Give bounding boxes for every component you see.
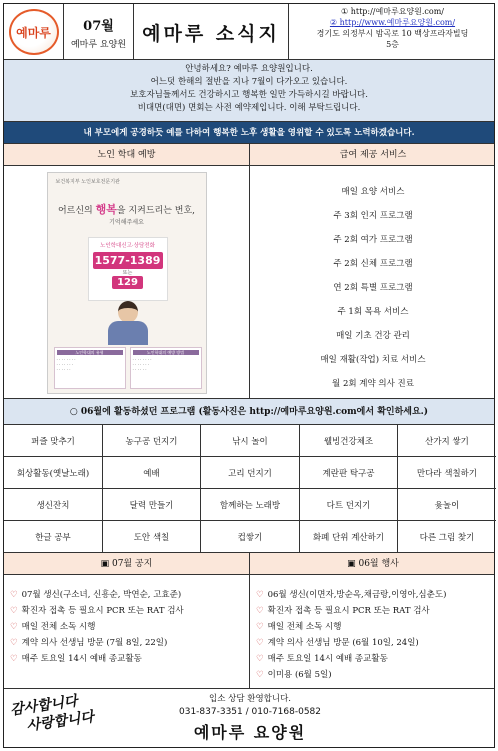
program-title: ○ 06월에 활동하셨던 프로그램 (활동사진은 http://예마루요양원.com에서 확인하세요.) bbox=[4, 399, 494, 425]
july-notice-list bbox=[4, 575, 250, 689]
program-cell: 만다라 색칠하기 bbox=[398, 457, 496, 489]
greeting-section bbox=[4, 60, 494, 122]
heart-icon: ♡ bbox=[10, 638, 18, 648]
poster-board bbox=[88, 237, 168, 301]
program-cell: 화폐 단위 계산하기 bbox=[300, 521, 398, 553]
list-item bbox=[256, 603, 496, 619]
heart-icon: ♡ bbox=[256, 670, 264, 680]
service-item: 매일 재활(작업) 치료 서비스 bbox=[320, 355, 426, 365]
month-block bbox=[64, 4, 134, 60]
program-cell: 생신잔치 bbox=[4, 489, 103, 521]
service-item: 주 3회 인지 프로그램 bbox=[333, 211, 413, 221]
phone-numbers: 031-837-3351 / 010-7168-0582 bbox=[179, 707, 321, 717]
person-body bbox=[108, 321, 148, 345]
footer bbox=[4, 689, 494, 747]
person-head bbox=[118, 301, 138, 323]
program-cell: 예배 bbox=[103, 457, 201, 489]
website-link-2[interactable]: ② http://www.예마루요양원.com/ bbox=[329, 18, 456, 27]
list-item bbox=[10, 603, 249, 619]
list-item bbox=[10, 587, 249, 603]
newsletter-page bbox=[3, 3, 495, 748]
program-cell: 한글 공부 bbox=[4, 521, 103, 553]
poster-headline-highlight: 행복 bbox=[95, 202, 117, 216]
footer-org-name: 예마루 요양원 bbox=[193, 723, 307, 742]
june-events-list bbox=[250, 575, 496, 689]
contact-info bbox=[289, 4, 496, 60]
poster-box-title: 노인학대의 유형 bbox=[57, 350, 123, 355]
person-illustration bbox=[104, 301, 152, 345]
program-cell: 회상활동(옛날노래) bbox=[4, 457, 103, 489]
program-cell: 낚시 놀이 bbox=[201, 425, 300, 457]
list-item bbox=[256, 651, 496, 667]
or-label: 또는 bbox=[122, 269, 133, 276]
hotline-number: 1577-1389 bbox=[93, 252, 163, 269]
poster-cell bbox=[4, 166, 250, 399]
month-label: 07월 bbox=[83, 19, 114, 34]
service-item: 매일 요양 서비스 bbox=[341, 187, 405, 197]
program-cell: 달력 만들기 bbox=[103, 489, 201, 521]
services-heading: 급여 제공 서비스 bbox=[339, 150, 407, 160]
header bbox=[4, 4, 494, 60]
program-grid bbox=[4, 425, 494, 553]
list-item-text: 계약 의사 선생님 방문 (7월 8일, 22일) bbox=[21, 638, 168, 648]
service-item: 매일 기초 건강 관리 bbox=[336, 331, 410, 341]
list-item-text: 매일 전체 소독 시행 bbox=[21, 622, 96, 632]
heart-icon: ♡ bbox=[256, 590, 264, 600]
address-line: 경기도 의정부시 밤곡로 10 백상프라자빌딩 bbox=[316, 29, 469, 38]
logo bbox=[4, 4, 64, 60]
service-item: 주 1회 목욕 서비스 bbox=[337, 307, 409, 317]
program-cell: 농구공 던지기 bbox=[103, 425, 201, 457]
poster-headline bbox=[48, 201, 206, 217]
consultation-text: 입소 상담 환영합니다. bbox=[208, 694, 291, 704]
poster-subtitle: 기억해주세요 bbox=[109, 218, 144, 226]
list-item-text: 매주 토요일 14시 예배 종교활동 bbox=[267, 654, 388, 664]
address-floor: 5층 bbox=[386, 40, 399, 49]
list-item bbox=[10, 619, 249, 635]
greeting-line: 비대면(대면) 면회는 사전 예약제입니다. 이해 부탁드립니다. bbox=[137, 103, 361, 113]
program-cell: 다른 그림 찾기 bbox=[419, 533, 475, 543]
heart-icon: ♡ bbox=[256, 654, 264, 664]
program-cell: 함께하는 노래방 bbox=[201, 489, 300, 521]
list-item-text: 매일 전체 소독 시행 bbox=[267, 622, 342, 632]
list-item-text: 07월 생신(구소녀, 신흥순, 박연순, 고효준) bbox=[21, 590, 182, 600]
section-headers bbox=[4, 144, 494, 166]
poster-box: 노인학대의 예방 방법 · · · · · · · · · · · · · · · · · · · · · bbox=[130, 347, 202, 389]
hotline-number-2: 129 bbox=[112, 276, 143, 289]
greeting-line: 어느덧 한해의 절반을 지나 7월이 다가오고 있습니다. bbox=[150, 77, 348, 87]
program-cell: 퍼즐 맞추기 bbox=[4, 425, 103, 457]
list-item-text: 이미용 (6월 5일) bbox=[267, 670, 332, 680]
program-cell: 계란판 탁구공 bbox=[300, 457, 398, 489]
middle-section bbox=[4, 166, 494, 399]
list-item-text: 계약 의사 선생님 방문 (6월 10일, 24일) bbox=[267, 638, 419, 648]
heart-icon: ♡ bbox=[256, 622, 264, 632]
june-events-heading: ▣ 06월 행사 bbox=[347, 559, 399, 569]
list-item-text: 06월 생신(이면자,방순옥,채금랑,이영아,심춘도) bbox=[267, 590, 447, 600]
signature-line-2: 사랑합니다 bbox=[25, 709, 95, 735]
poster-logos: 보건복지부 노인보호전문기관 bbox=[55, 178, 120, 185]
notice-lists bbox=[4, 575, 494, 689]
heart-icon: ♡ bbox=[10, 606, 18, 616]
poster-headline-post: 을 지켜드리는 번호, bbox=[116, 205, 196, 216]
logo-mark: 예마루 bbox=[9, 9, 59, 55]
abuse-prevention-heading: 노인 학대 예방 bbox=[4, 144, 250, 166]
program-cell: 다트 던지기 bbox=[300, 489, 398, 521]
service-item: 주 2회 여가 프로그램 bbox=[333, 235, 413, 245]
heart-icon: ♡ bbox=[256, 638, 264, 648]
abuse-prevention-poster bbox=[47, 172, 207, 394]
service-item: 주 2회 신체 프로그램 bbox=[333, 259, 413, 269]
notice-headers bbox=[4, 553, 494, 575]
program-cell: 윷놀이 bbox=[398, 489, 496, 521]
list-item bbox=[256, 587, 496, 603]
poster-box-title: 노인학대의 예방 방법 bbox=[133, 350, 199, 355]
list-item-text: 확진자 접촉 등 필요시 PCR 또는 RAT 검사 bbox=[267, 606, 430, 616]
poster-headline-pre: 어르신의 bbox=[57, 205, 96, 216]
list-item bbox=[256, 619, 496, 635]
signature-line-1: 감사합니다 bbox=[9, 693, 79, 719]
july-notice-heading: ▣ 07월 공지 bbox=[4, 553, 250, 575]
list-item bbox=[256, 667, 496, 683]
org-name: 예마루 요양원 bbox=[70, 40, 127, 50]
poster-box: 노인학대의 유형 · · · · · · · · · · · · · · · · · · · · · bbox=[54, 347, 126, 389]
greeting-line: 안녕하세요? 예마루 요양원입니다. bbox=[185, 64, 313, 74]
poster-info-boxes bbox=[54, 347, 202, 389]
list-item-text: 확진자 접촉 등 필요시 PCR 또는 RAT 검사 bbox=[21, 606, 184, 616]
services-list bbox=[250, 166, 496, 399]
board-title: 노인학대신고·상담전화 bbox=[100, 242, 155, 249]
program-cell: 고리 던지기 bbox=[201, 457, 300, 489]
program-cell: 웰빙건강체조 bbox=[300, 425, 398, 457]
program-cell: 컵쌓기 bbox=[201, 521, 300, 553]
heart-icon: ♡ bbox=[10, 622, 18, 632]
list-item bbox=[10, 635, 249, 651]
service-item: 연 2회 특별 프로그램 bbox=[333, 283, 413, 293]
list-item bbox=[256, 635, 496, 651]
heart-icon: ♡ bbox=[10, 590, 18, 600]
website-link-1[interactable]: ① http://예마루요양원.com/ bbox=[341, 7, 444, 16]
heart-icon: ♡ bbox=[256, 606, 264, 616]
list-item-text: 매주 토요일 14시 예배 종교활동 bbox=[21, 654, 142, 664]
service-item: 월 2회 계약 의사 진료 bbox=[332, 379, 414, 389]
heart-icon: ♡ bbox=[10, 654, 18, 664]
program-cell: 산가지 쌓기 bbox=[398, 425, 496, 457]
program-cell: 도안 색칠 bbox=[103, 521, 201, 553]
greeting-line: 보호자님들께서도 건강하시고 행복한 일만 가득하시길 바랍니다. bbox=[130, 90, 368, 100]
mission-banner: 내 부모에게 공경하듯 예를 다하여 행복한 노후 생활을 영위할 수 있도록 노력하겠습니다. bbox=[4, 122, 494, 144]
list-item bbox=[10, 651, 249, 667]
page-title: 예마루 소식지 bbox=[134, 4, 289, 60]
